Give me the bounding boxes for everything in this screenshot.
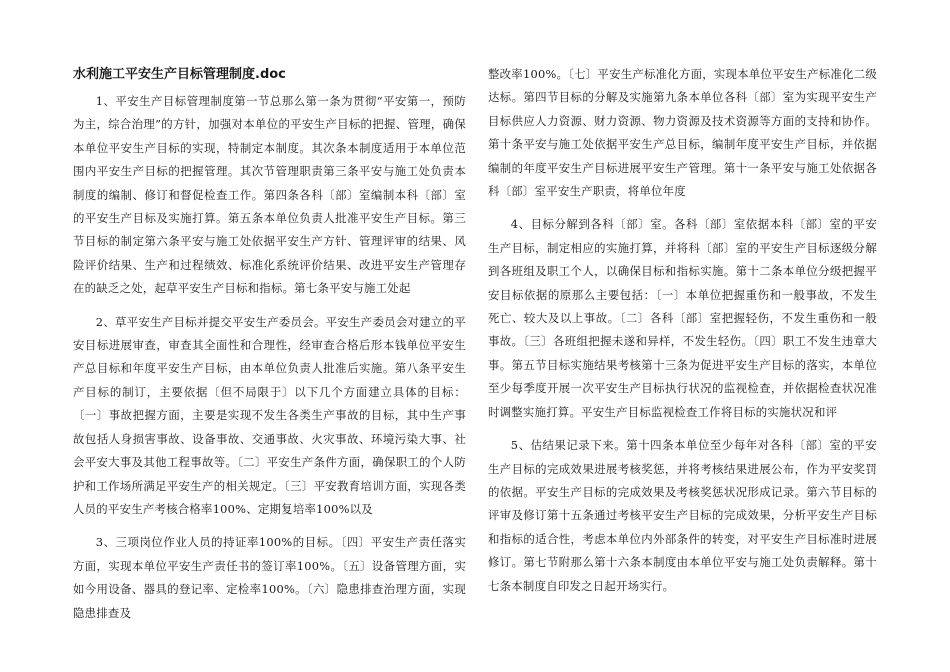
paragraph-4: 4、目标分解到各科〔部〕室。各科〔部〕室依据本科〔部〕室的平安生产目标，制定相应的实施打算，并将科〔部〕室的平安生产目标逐级分解到各班组及职工个人，以确保目标和指标实施。第十二条本单位分级把握平安目标依据的原那么主要包括：〔一〕本单位把握重伤和一般事故，不发生死亡、较大及以上事故。〔二〕各科〔部〕室把握轻伤，不发生重伤和一般事故。〔三〕各班组把握未遂和异样，不发生轻伤。〔四〕职工不发生违章大事。第五节目标实施结果考核第十三条为促进平安生产目标的落实，本单位至少每季度开展一次平安生产目标执行状况的监视检查，并依据检查状况准时调整实施打算。平安生产目标监视检查工作将目标的实施状况和评 xyxy=(488,217,877,419)
paragraph-2: 2、草平安生产目标并提交平安生产委员会。平安生产委员会对建立的平安目标进展审查，审查其全面性和合理性，经审查合格后形本钱单位平安生产总目标和年度平安生产目标，由本单位负责人批准后实施。第八条平安生产目标的制订，主要依据〔但不局限于〕以下几个方面建立具体的目标：〔一〕事故把握方面，主要是实现不发生各类生产事故的目标，其中生产事故包括人身损害事故、设备事故、交通事故、火灾事故、环境污染大事、社会平安大事及其他工程事故等。〔二〕平安生产条件方面，确保职工的个人防护和工作场所满足平安生产的相关规定。〔三〕平安教育培训方面，实现各类人员的平安生产考核合格率100%、定期复培率100%以及 xyxy=(73,314,466,516)
document-title: 水利施工平安生产目标管理制度.doc xyxy=(73,67,286,82)
paragraph-3-continuation: 整改率100%。〔七〕平安生产标准化方面，实现本单位平安生产标准化二级达标。第四节目标的分解及实施第九条本单位各科〔部〕室为实现平安生产目标供应人力资源、财力资源、物力资源及技术资源等方面的支持和协作。第十条平安与施工处依据平安生产总目标，编制年度平安生产目标，并依据编制的年度平安生产目标进展平安生产管理。第十一条平安与施工处依据各科〔部〕室平安生产职责，将单位年度 xyxy=(488,67,877,199)
paragraph-5: 5、估结果记录下来。第十四条本单位至少每年对各科〔部〕室的平安生产目标的完成效果进展考核奖惩，并将考核结果进展公布，作为平安奖罚的依据。平安生产目标的完成效果及考核奖惩状况形成记录。第六节目标的评审及修订第十五条通过考核平安生产目标的完成效果，分析平安生产目标和指标的适合性，考虑本单位内外部条件的转变，对平安生产目标准时进展修订。第七节附那么第十六条本制度由本单位平安与施工处负责解释。第十七条本制度自印发之日起开场实行。 xyxy=(488,438,877,593)
paragraph-3: 3、三项岗位作业人员的持证率100%的目标。〔四〕平安生产责任落实方面，实现本单位平安生产责任书的签订率100%。〔五〕设备管理方面，实如今用设备、器具的登记率、定检率100%。〔六〕隐患排查治理方面，实现隐患排查及 xyxy=(73,535,466,620)
left-column xyxy=(73,63,466,625)
right-column xyxy=(488,63,877,598)
paragraph-1: 1、平安生产目标管理制度第一节总那么第一条为贯彻“平安第一，预防为主，综合治理”的方针，加强对本单位的平安生产目标的把握、管理，确保本单位平安生产目标的实现，特制定本制度。其次条本制度适用于本单位范围内平安生产目标的把握管理。其次节管理职责第三条平安与施工处负责本制度的编制、修订和督促检查工作。第四条各科〔部〕室编制本科〔部〕室的平安生产目标及实施打算。第五条本单位负责人批准平安生产目标。第三节目标的制定第六条平安与施工处依据平安生产方针、管理评审的结果、风险评价结果、生产和过程绩效、标准化系统评价结果、改进平安生产管理存在的缺乏之处，起草平安生产目标和指标。第七条平安与施工处起 xyxy=(73,94,466,296)
